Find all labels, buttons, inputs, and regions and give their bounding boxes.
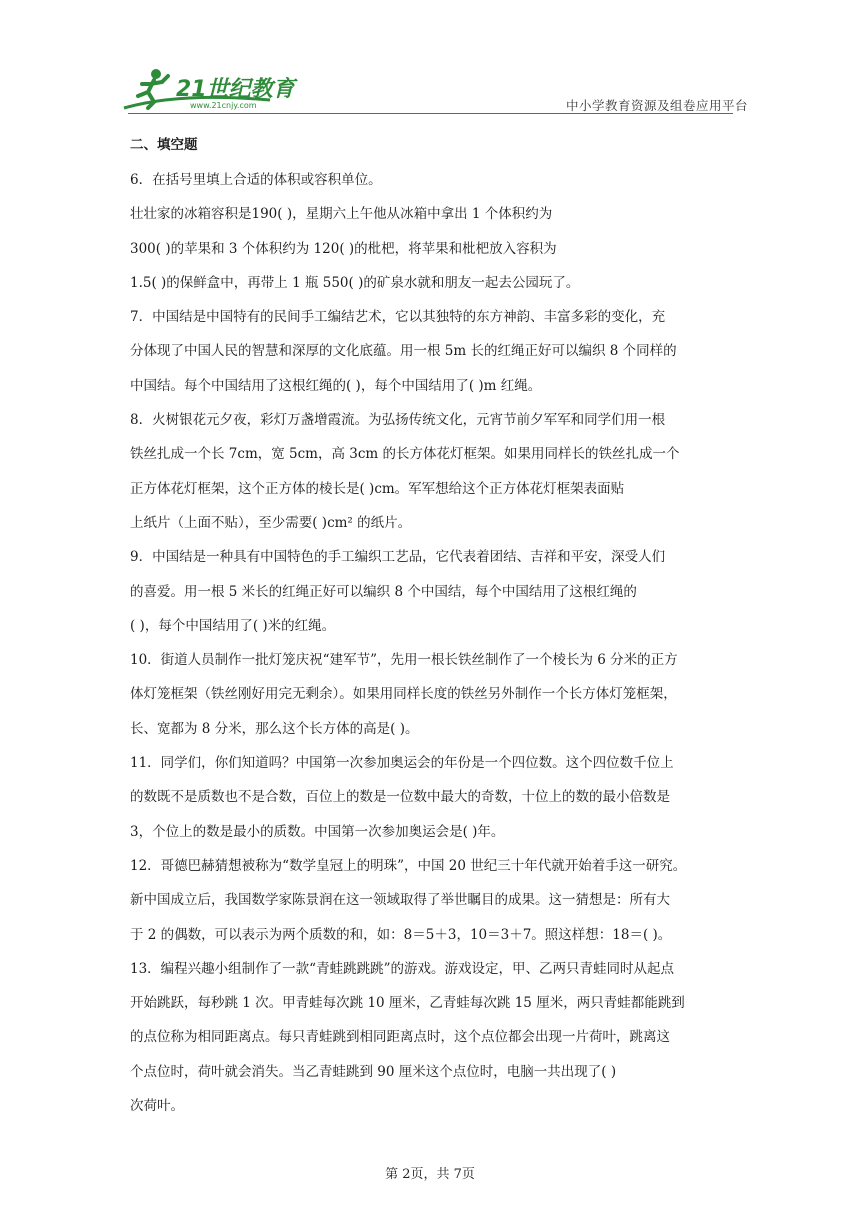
header-divider bbox=[128, 113, 733, 114]
text-line: 3，个位上的数是最小的质数。中国第一次参加奥运会是( )年。 bbox=[130, 823, 505, 840]
logo-url: www.21cnjy.com bbox=[190, 101, 257, 110]
text-line: 1.5( )的保鲜盒中，再带上 1 瓶 550( )的矿泉水就和朋友一起去公园玩了。 bbox=[130, 274, 580, 291]
text-line: 体灯笼框架（铁丝刚好用完无剩余）。如果用同样长度的铁丝另外制作一个长方体灯笼框架， bbox=[130, 686, 677, 703]
text-line: 7．中国结是中国特有的民间手工编结艺术，它以其独特的东方神韵、丰富多彩的变化，充 bbox=[130, 309, 666, 326]
question-content bbox=[130, 133, 730, 1123]
runner-logo-icon bbox=[120, 62, 300, 114]
text-line: 9．中国结是一种具有中国特色的手工编织工艺品，它代表着团结、吉祥和平安，深受人们 bbox=[130, 549, 666, 566]
text-line: 铁丝扎成一个长 7cm，宽 5cm，高 3cm 的长方体花灯框架。如果用同样长的铁丝扎成一个 bbox=[130, 446, 680, 463]
text-line: 的数既不是质数也不是合数，百位上的数是一位数中最大的奇数，十位上的数的最小倍数是 bbox=[130, 789, 670, 806]
text-line: 壮壮家的冰箱容积是190( )，星期六上午他从冰箱中拿出 1 个体积约为 bbox=[130, 206, 553, 223]
text-line: 个点位时，荷叶就会消失。当乙青蛙跳到 90 厘米这个点位时，电脑一共出现了( ) bbox=[130, 1063, 617, 1080]
text-line: 13．编程兴趣小组制作了一款“青蛙跳跳跳”的游戏。游戏设定，甲、乙两只青蛙同时从起点 bbox=[130, 960, 674, 977]
text-line: 的点位称为相同距离点。每只青蛙跳到相同距离点时，这个点位都会出现一片荷叶，跳离这 bbox=[130, 1029, 670, 1046]
section-title: 二、填空题 bbox=[130, 137, 198, 153]
text-line: 中国结。每个中国结用了这根红绳的( )，每个中国结用了( )m 红绳。 bbox=[130, 377, 542, 394]
logo-text: 21世纪教育 bbox=[176, 77, 295, 102]
logo bbox=[120, 62, 300, 114]
text-line: 6．在括号里填上合适的体积或容积单位。 bbox=[130, 172, 382, 188]
text-line: 正方体花灯框架，这个正方体的棱长是( )cm。军军想给这个正方体花灯框架表面贴 bbox=[130, 480, 625, 497]
page-footer: 第 2页，共 7页 bbox=[385, 1167, 475, 1182]
text-line: 次荷叶。 bbox=[130, 1098, 184, 1115]
text-line: 12．哥德巴赫猜想被称为“数学皇冠上的明珠”，中国 20 世纪三十年代就开始着手这一研究。 bbox=[130, 857, 687, 874]
text-line: 于 2 的偶数，可以表示为两个质数的和，如：8＝5＋3，10＝3＋7。照这样想：18＝( )。 bbox=[130, 926, 672, 943]
text-line: 新中国成立后，我国数学家陈景润在这一领域取得了举世瞩目的成果。这一猜想是：所有大 bbox=[130, 892, 670, 909]
text-line: 分体现了中国人民的智慧和深厚的文化底蕴。用一根 5m 长的红绳正好可以编织 8 个同样的 bbox=[130, 343, 677, 360]
text-line: 8．火树银花元夕夜，彩灯万盏增霞流。为弘扬传统文化，元宵节前夕军军和同学们用一根 bbox=[130, 412, 666, 429]
platform-name: 中小学教育资源及组卷应用平台 bbox=[565, 98, 748, 113]
text-line: 的喜爱。用一根 5 米长的红绳正好可以编织 8 个中国结，每个中国结用了这根红绳的 bbox=[130, 583, 637, 600]
text-line: 300( )的苹果和 3 个体积约为 120( )的枇杷，将苹果和枇杷放入容积为 bbox=[130, 240, 557, 257]
text-line: 上纸片（上面不贴），至少需要( )cm² 的纸片。 bbox=[130, 514, 412, 531]
page-header bbox=[0, 0, 860, 120]
text-line: 10．街道人员制作一批灯笼庆祝“建军节”，先用一根长铁丝制作了一个棱长为 6 分米的正方 bbox=[130, 652, 678, 669]
text-line: 开始跳跃，每秒跳 1 次。甲青蛙每次跳 10 厘米，乙青蛙每次跳 15 厘米，两只青蛙都能跳到 bbox=[130, 995, 685, 1012]
text-line: ( )，每个中国结用了( )米的红绳。 bbox=[130, 617, 336, 634]
text-line: 长、宽都为 8 分米，那么这个长方体的高是( )。 bbox=[130, 720, 419, 737]
text-line: 11．同学们，你们知道吗？中国第一次参加奥运会的年份是一个四位数。这个四位数千位上 bbox=[130, 755, 674, 772]
